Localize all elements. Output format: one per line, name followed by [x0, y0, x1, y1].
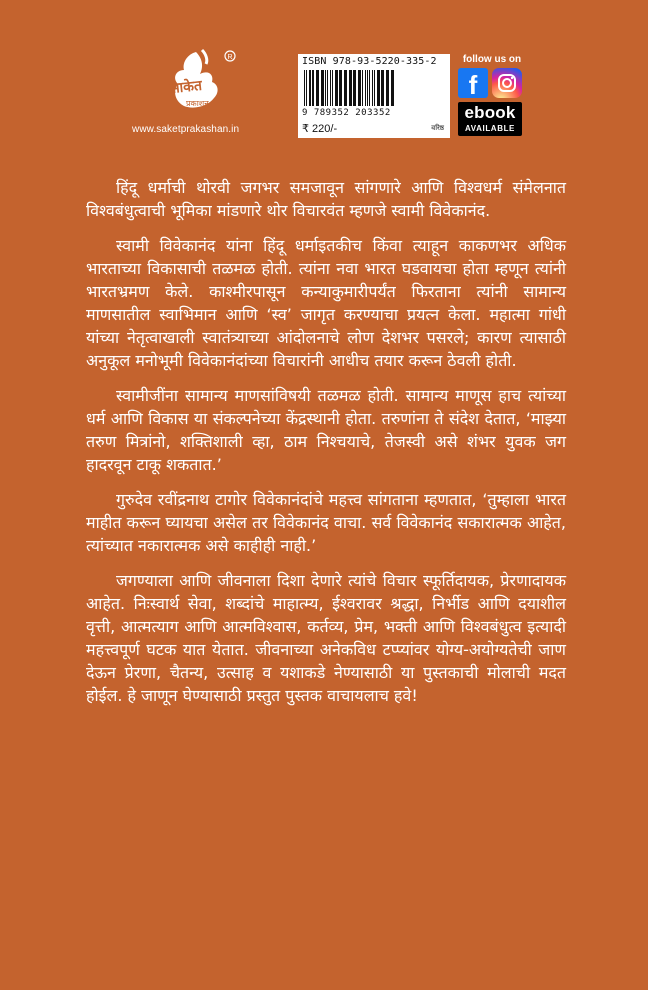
- barcode-bar: [335, 70, 338, 106]
- blurb-paragraph-1: हिंदू धर्माची थोरवी जगभर समजावून सांगणारे आणि विश्वधर्म संमेलनात विश्वबंधुत्वाची भूमिका मांडणारे थोर विचारवंत म्हणजे स्वामी विवेकानंद.: [86, 178, 566, 220]
- barcode-bar: [369, 70, 370, 106]
- barcode-bar: [374, 70, 375, 106]
- publisher-url[interactable]: www.saketprakashan.in: [132, 124, 240, 135]
- blurb-paragraph-3: स्वामीजींना सामान्य माणसांविषयी तळमळ होती. सामान्य माणूस हाच त्यांच्या धर्म आणि विकास या संकल्पनेच्या केंद्रस्थानी होता. तरुणांना ते संदेश देतात, ‘माझ्या तरुण मित्रांनो, शक्तिशाली व्हा, ठाम निश्चयाचे, तेजस्वी असे शंभर युवक जग हादरवून टाकू शकतात.’: [86, 386, 566, 474]
- barcode-digits: 9 789352 203352: [302, 108, 391, 118]
- barcode-bar: [358, 70, 361, 106]
- barcode-bar: [344, 70, 347, 106]
- barcode-bar: [327, 70, 328, 106]
- barcode-bar: [306, 70, 307, 106]
- isbn-label: ISBN 978-93-5220-335-2: [302, 56, 437, 67]
- publisher-logo-subtext: प्रकाशन: [186, 99, 209, 108]
- barcode-image: [302, 70, 446, 108]
- barcode-bar: [304, 70, 305, 106]
- barcode-bar: [339, 70, 342, 106]
- blurb-paragraph-2: स्वामी विवेकानंद यांना हिंदू धर्माइतकीच किंवा त्याहून काकणभर अधिक भारताच्या विकासाची तळमळ होती. त्यांना नवा भारत घडवायचा होता म्हणून त्यांनी भारतभ्रमण केले. काश्मीरपासून कन्याकुमारीपर्यंत फिरताना त्यांनी सामान्य माणसातील स्वाभिमान आणि ‘स्व’ जागृत करण्याचा प्रयत्न केला. महात्मा गांधी यांच्या नेतृत्वाखाली स्वातंत्र्याच्या आंदोलनाचे लोण देशभर पसरले; कारण त्यासाठी अनुकूल मनोभूमी विवेकानंदांच्या विचारांनी आधीच तयार करून ठेवली होती.: [86, 236, 566, 370]
- barcode-bar: [316, 70, 319, 106]
- barcode-bar: [377, 70, 380, 106]
- svg-text:R: R: [227, 54, 233, 61]
- barcode-bar: [381, 70, 384, 106]
- barcode-bar: [386, 70, 389, 106]
- barcode-bar: [365, 70, 366, 106]
- barcode-bar: [349, 70, 352, 106]
- barcode-bar: [321, 70, 324, 106]
- blurb-paragraph-4: गुरुदेव रवींद्रनाथ टागोर विवेकानंदांचे महत्त्व सांगताना म्हणतात, ‘तुम्हाला भारत माहीत करून घ्यायचा असेल तर विवेकानंद वाचा. सर्व विवेकानंद सकारात्मक आहेत, त्यांच्यात नकारात्मक असे काहीही नाही.’: [86, 490, 566, 555]
- ebook-badge[interactable]: [458, 102, 522, 136]
- blurb-paragraph-5: जगण्याला आणि जीवनाला दिशा देणारे त्यांचे विचार स्फूर्तिदायक, प्रेरणादायक आहेत. निःस्वार्थ सेवा, शब्दांचे माहात्म्य, ईश्वरावर श्रद्धा, निर्भीड आणि दयाशील वृत्ती, आत्मत्याग आणि आत्मविश्वास, कर्तव्य, प्रेम, भक्ती आणि विश्वबंधुत्व इत्यादी महत्त्वपूर्ण घटक यात येतात. जीवनाच्या अनेकविध टप्प्यांवर योग्य-अयोग्यतेची जाण देऊन प्रेरणा, चैतन्य, उत्साह व यशाकडे नेण्यासाठी या पुस्तकाची मोलाची मदत होईल. हे जाणून घेण्यासाठी प्रस्तुत पुस्तक वाचायलाच हवे!: [86, 571, 566, 705]
- barcode-bar: [367, 70, 368, 106]
- barcode-bar: [325, 70, 326, 106]
- social-block: [458, 54, 526, 138]
- ebook-label: ebook: [464, 103, 516, 122]
- price-label: ₹ 220/-: [302, 123, 338, 135]
- ebook-available-label: AVAILABLE: [465, 124, 515, 133]
- follow-label: follow us on: [462, 54, 522, 65]
- publisher-logo-text: साकेत: [169, 77, 203, 98]
- barcode-box: [298, 54, 450, 138]
- instagram-icon[interactable]: [492, 68, 522, 98]
- publisher-logo: [132, 48, 286, 138]
- barcode-bar: [391, 70, 394, 106]
- barcode-bar: [362, 70, 363, 106]
- barcode-bar: [372, 70, 373, 106]
- barcode-bar: [330, 70, 331, 106]
- back-cover-blurb: [86, 176, 566, 719]
- barcode-bar: [312, 70, 314, 106]
- barcode-bar: [309, 70, 311, 106]
- barcode-bar: [353, 70, 356, 106]
- barcode-bar: [332, 70, 333, 106]
- facebook-icon[interactable]: f: [458, 68, 488, 98]
- category-mark: वरिष्ठ: [431, 124, 444, 132]
